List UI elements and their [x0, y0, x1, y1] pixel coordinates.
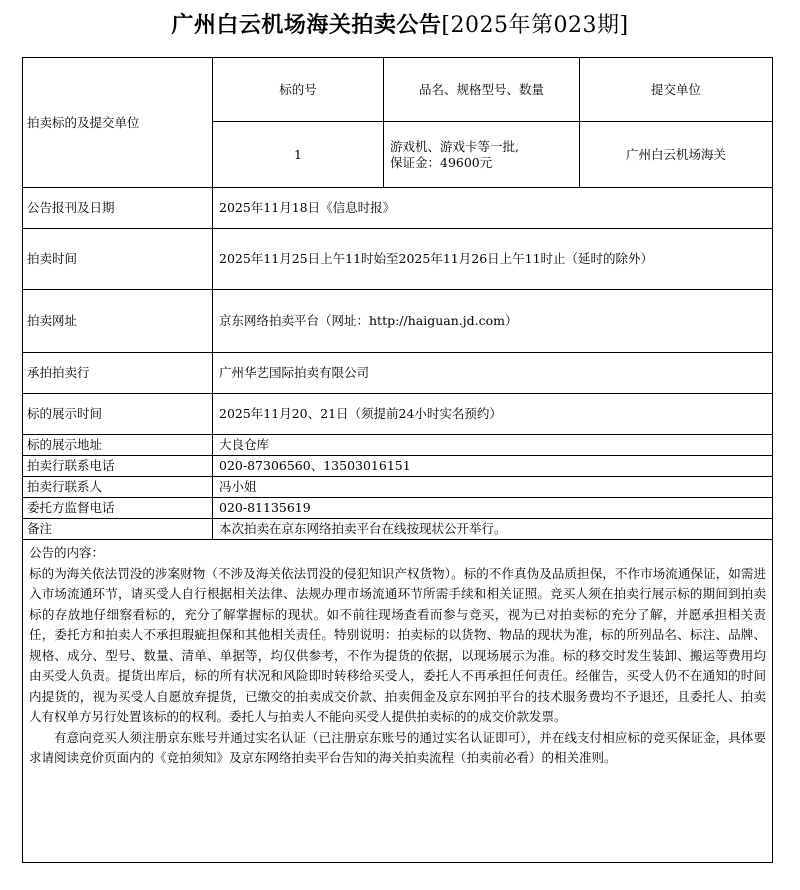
row-value: 020-87306560、13503016151 — [213, 456, 773, 477]
row-label: 拍卖行联系电话 — [23, 456, 213, 477]
content-row — [23, 540, 773, 863]
row-value: 2025年11月18日《信息时报》 — [213, 188, 773, 229]
row-label: 拍卖网址 — [23, 290, 213, 353]
table-row — [23, 498, 773, 519]
row-label: 备注 — [23, 519, 213, 540]
lot-goods — [384, 122, 580, 188]
content-heading: 公告的内容： — [29, 545, 105, 560]
header-row — [23, 58, 773, 122]
title-main: 广州白云机场海关拍卖公告 — [171, 12, 442, 38]
table-row — [23, 290, 773, 353]
header-goods: 品名、规格型号、数量 — [384, 58, 580, 122]
row-value: 冯小姐 — [213, 477, 773, 498]
table-row — [23, 229, 773, 290]
row-label: 标的展示时间 — [23, 394, 213, 435]
header-lot-no: 标的号 — [213, 58, 384, 122]
row-value: 大良仓库 — [213, 435, 773, 456]
lot-goods-desc: 游戏机、游戏卡等一批, — [390, 138, 519, 154]
row-value: 020-81135619 — [213, 498, 773, 519]
lot-unit: 广州白云机场海关 — [580, 122, 773, 188]
row-label: 委托方监督电话 — [23, 498, 213, 519]
table-row — [23, 394, 773, 435]
table-row — [23, 435, 773, 456]
table-row — [23, 477, 773, 498]
row-label: 承拍拍卖行 — [23, 353, 213, 394]
row-value: 广州华艺国际拍卖有限公司 — [213, 353, 773, 394]
lot-number: 1 — [213, 122, 384, 188]
row-label: 拍卖行联系人 — [23, 477, 213, 498]
row-value: 2025年11月25日上午11时始至2025年11月26日上午11时止（延时的除外） — [213, 229, 773, 290]
content-paragraph-1: 标的为海关依法罚没的涉案财物（不涉及海关依法罚没的侵犯知识产权货物）。标的不作真伪及品质担保，不作市场流通保证，如需进入市场流通环节，请买受人自行根据相关法律、法规办理市场流通环节所需手续和相关证照。竞买人须在拍卖行展示标的期间到拍卖标的存放地仔细察看标的，充分了解掌握标的现状。如不前往现场查看而参与竞买，视为已对拍卖标的充分了解，并愿承担相关责任，委托方和拍卖人不承担瑕疵担保和其他相关责任。特别说明：拍卖标的以货物、物品的现状为准，标的所列品名、标注、品牌、规格、成分、型号、数量、清单、单据等，均仅供参考，不作为提货的依据，以现场展示为准。标的移交时发生装卸、搬运等费用均由买受人负责。提货出库后，标的所有状况和风险即时转移给买受人，委托人不再承担任何责任。经催告，买受人仍不在通知的时间内提货的，视为买受人自愿放弃提货，已缴交的拍卖成交价款、拍卖佣金及京东网拍平台的技术服务费均不予退还，且委托人、拍卖人有权单方另行处置该标的的权利。委托人与拍卖人不能向买受人提供拍卖标的的成交价款发票。 — [29, 565, 766, 724]
page-title — [0, 8, 800, 39]
row-label: 拍卖时间 — [23, 229, 213, 290]
row-value: 本次拍卖在京东网络拍卖平台在线按现状公开举行。 — [213, 519, 773, 540]
row-value: 2025年11月20、21日（须提前24小时实名预约） — [213, 394, 773, 435]
row-label: 公告报刊及日期 — [23, 188, 213, 229]
table-row — [23, 519, 773, 540]
table-row — [23, 353, 773, 394]
header-unit: 提交单位 — [580, 58, 773, 122]
subject-label: 拍卖标的及提交单位 — [23, 58, 213, 188]
title-issue: [2025年第023期] — [441, 13, 629, 38]
table-row — [23, 188, 773, 229]
row-label: 标的展示地址 — [23, 435, 213, 456]
table-row — [23, 456, 773, 477]
row-value: 京东网络拍卖平台（网址：http://haiguan.jd.com） — [213, 290, 773, 353]
content-paragraph-2: 有意向竞买人须注册京东账号并通过实名认证（已注册京东账号的通过实名认证即可），并在线支付相应标的竞买保证金，具体要求请阅读竞价页面内的《竞拍须知》及京东网络拍卖平台告知的海关拍卖流程（拍卖前必看）的相关准则。 — [29, 729, 766, 765]
content-cell — [23, 540, 773, 863]
lot-deposit: 保证金：49600元 — [390, 154, 493, 170]
auction-notice-table — [22, 57, 773, 863]
